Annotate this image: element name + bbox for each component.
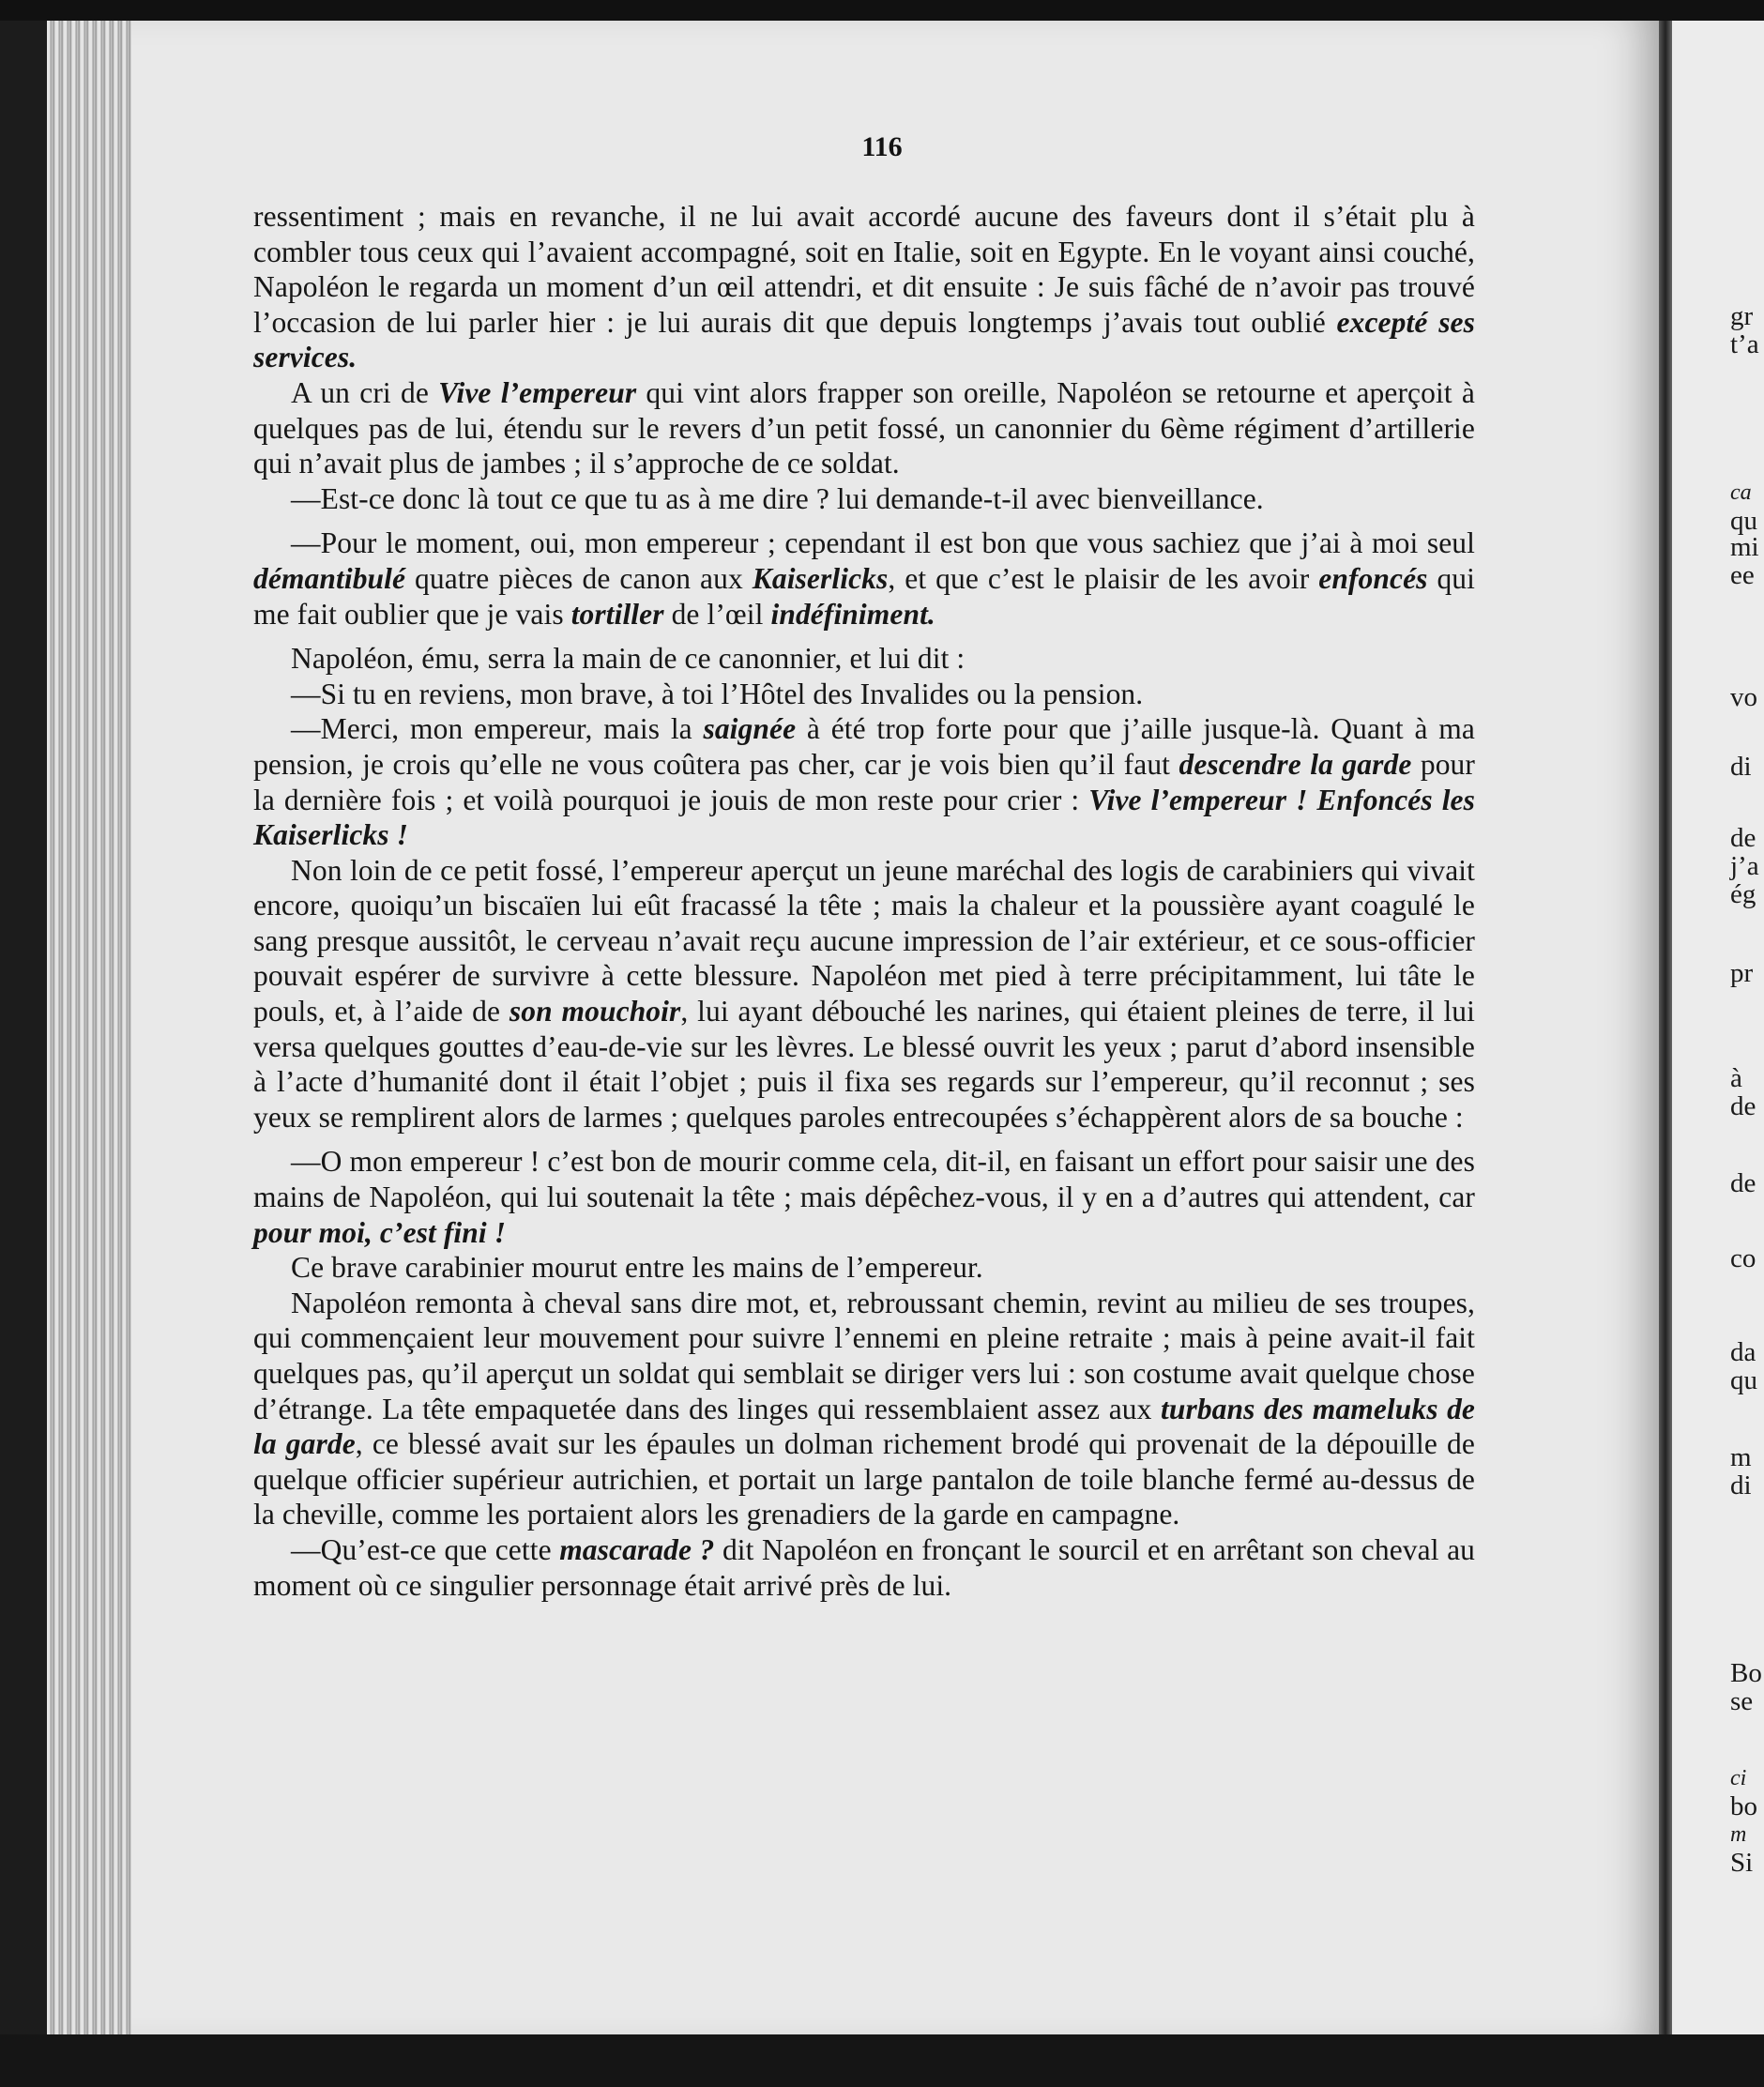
margin-fragment: bo [1730, 1791, 1757, 1821]
scan-bottom-border [0, 2034, 1764, 2087]
text-run: A un cri de [291, 375, 439, 409]
paragraph [253, 481, 1475, 517]
italic-phrase: son mouchoir [509, 995, 681, 1028]
margin-fragment: m [1730, 1822, 1747, 1847]
text-run: ressentiment ; mais en revanche, il ne lui avait accordé aucune des faveurs dont il s’était plu à combler tous ceux qui l’avaient accompagné, soit en Italie, soit en Egypte. En le voyant ainsi couché, Napoléon le regarda un moment d’un œil attendri, et dit ensuite : Je suis fâché de n’avoir pas trouvé l’occasion de lui parler hier : je lui aurais dit que depuis longtemps j’avais tout oublié [253, 200, 1475, 339]
paragraph [253, 677, 1475, 712]
text-run: Napoléon remonta à cheval sans dire mot, et, rebroussant chemin, revint au milieu de ses troupes, qui commençaient leur mouvement pour suivre l’ennemi en pleine retraite ; mais à peine avait-il fait quelques pas, qu’il aperçut un soldat qui semblait se diriger vers lui : son costume avait quelque chose d’étrange. La tête empaquetée dans des linges qui ressemblaient assez aux [253, 1286, 1475, 1425]
margin-fragment: mi [1730, 532, 1759, 562]
italic-phrase: Vive l’empereur ! Enfoncés les Kaiserlicks ! [253, 783, 1475, 852]
paragraph [253, 1286, 1475, 1532]
italic-phrase: turbans des mameluks de la garde [253, 1392, 1476, 1461]
margin-fragment: qu [1730, 1365, 1757, 1395]
text-run: —Si tu en reviens, mon brave, à toi l’Hôtel des Invalides ou la pension. [291, 677, 1144, 710]
text-run: —Qu’est-ce que cette [291, 1532, 560, 1566]
paragraph [253, 199, 1475, 375]
margin-fragment: ci [1730, 1766, 1747, 1790]
text-run: Non loin de ce petit fossé, l’empereur aperçut un jeune maréchal des logis de carabiniers qui vivait encore, quoiqu’un biscaïen lui eût fracassé la tête ; mais la chaleur et la poussière ayant coagulé le sang presque aussitôt, le cerveau n’avait reçu aucune impression de l’air extérieur, et ce sous-officier pouvait espérer de survivre à cette blessure. Napoléon met pied à terre précipitamment, lui tâte le pouls, et, à l’aide de [253, 853, 1475, 1028]
italic-phrase: démantibulé [253, 561, 406, 595]
margin-fragment: j’a [1730, 851, 1759, 881]
margin-fragment: t’a [1730, 329, 1759, 359]
italic-phrase: excepté ses services. [253, 305, 1475, 374]
margin-fragment: di [1730, 752, 1752, 782]
text-run: quatre pièces de canon aux [405, 561, 753, 595]
italic-phrase: Vive l’empereur [438, 375, 637, 409]
body-text [253, 199, 1475, 1603]
italic-phrase: saignée [703, 712, 797, 746]
paragraph [253, 526, 1475, 632]
italic-phrase: indéfiniment. [770, 597, 935, 631]
margin-fragment: gr [1730, 301, 1754, 331]
paragraph [253, 853, 1475, 1135]
book-gutter [1659, 21, 1672, 2034]
page-number: 116 [861, 131, 903, 162]
margin-fragment: m [1730, 1442, 1752, 1472]
margin-fragment: di [1730, 1470, 1752, 1501]
italic-phrase: Kaiserlicks [752, 561, 889, 595]
scan-top-border [0, 0, 1764, 21]
margin-fragment: ee [1730, 560, 1755, 590]
text-run: —Merci, mon empereur, mais la [291, 712, 704, 746]
italic-phrase: pour moi, c’est fini ! [253, 1215, 507, 1249]
text-run: , ce blessé avait sur les épaules un dolman richement brodé qui provenait de la dépouille de quelque officier supérieur autrichien, et portait un large pantalon de toile blanche fermé au-dessus de la cheville, comme les portaient alors les grenadiers de la garde en campagne. [253, 1427, 1475, 1531]
text-run: , lui ayant débouché les narines, qui étaient pleines de terre, il lui versa quelques gouttes d’eau-de-vie sur les lèvres. Le blessé ouvrit les yeux ; parut d’abord insensible à l’acte d’humanité dont il était l’objet ; puis il fixa ses regards sur l’empereur, qu’il reconnut ; ses yeux se remplirent alors de larmes ; quelques paroles entrecoupées s’échappèrent alors de sa bouche : [253, 995, 1475, 1134]
margin-fragment: Si [1730, 1848, 1754, 1878]
margin-fragment: de [1730, 1091, 1756, 1121]
italic-phrase: mascarade ? [559, 1532, 715, 1566]
margin-fragment: co [1730, 1243, 1756, 1273]
text-run: qui me fait oublier que je vais [253, 561, 1476, 631]
margin-fragment: ca [1730, 480, 1752, 505]
text-run: à été trop forte pour que j’aille jusque-là. Quant à ma pension, je crois qu’elle ne vous coûtera pas cher, car je vois bien qu’il faut [253, 712, 1475, 781]
text-run: —Est-ce donc là tout ce que tu as à me dire ? lui demande-t-il avec bienveillance. [291, 481, 1264, 515]
italic-phrase: descendre la garde [1179, 747, 1412, 781]
margin-fragment: da [1730, 1337, 1756, 1367]
text-run: pour la dernière fois ; et voilà pourquoi je jouis de mon reste pour crier : [253, 747, 1475, 816]
margin-fragment: à [1730, 1063, 1742, 1093]
paragraph [253, 1250, 1475, 1286]
margin-fragment: Bo [1730, 1658, 1762, 1688]
paragraph [253, 375, 1475, 481]
italic-phrase: tortiller [570, 597, 664, 631]
margin-fragment: qu [1730, 506, 1757, 536]
paragraph [253, 711, 1475, 852]
text-run: , et que c’est le plaisir de les avoir [888, 561, 1319, 595]
text-run: —Pour le moment, oui, mon empereur ; cependant il est bon que vous sachiez que j’ai à moi seul [291, 526, 1475, 560]
page-edge-stack [47, 21, 136, 2034]
margin-fragment: de [1730, 823, 1756, 853]
text-run: Ce brave carabinier mourut entre les mains de l’empereur. [291, 1251, 983, 1285]
text-run: dit Napoléon en fronçant le sourcil et en arrêtant son cheval au moment où ce singulier personnage était arrivé près de lui. [253, 1532, 1475, 1602]
margin-fragment: se [1730, 1686, 1754, 1716]
text-run: Napoléon, ému, serra la main de ce canonnier, et lui dit : [291, 642, 966, 676]
margin-fragment: vo [1730, 682, 1757, 712]
margin-fragment: pr [1730, 958, 1754, 988]
margin-fragment: de [1730, 1168, 1756, 1198]
text-run: —O mon empereur ! c’est bon de mourir comme cela, dit-il, en faisant un effort pour saisir une des mains de Napoléon, qui lui soutenait la tête ; mais dépêchez-vous, il y en a d’autres qui attendent, car [253, 1145, 1475, 1214]
paragraph [253, 1144, 1475, 1250]
paragraph [253, 1532, 1475, 1603]
margin-fragment: ég [1730, 879, 1756, 909]
italic-phrase: enfoncés [1318, 561, 1428, 595]
text-run: qui vint alors frapper son oreille, Napoléon se retourne et aperçoit à quelques pas de lui, étendu sur le revers d’un petit fossé, un canonnier du 6ème régiment d’artillerie qui n’avait plus de jambes ; il s’approche de ce soldat. [253, 375, 1475, 480]
text-run: de l’œil [663, 597, 771, 631]
paragraph [253, 641, 1475, 677]
